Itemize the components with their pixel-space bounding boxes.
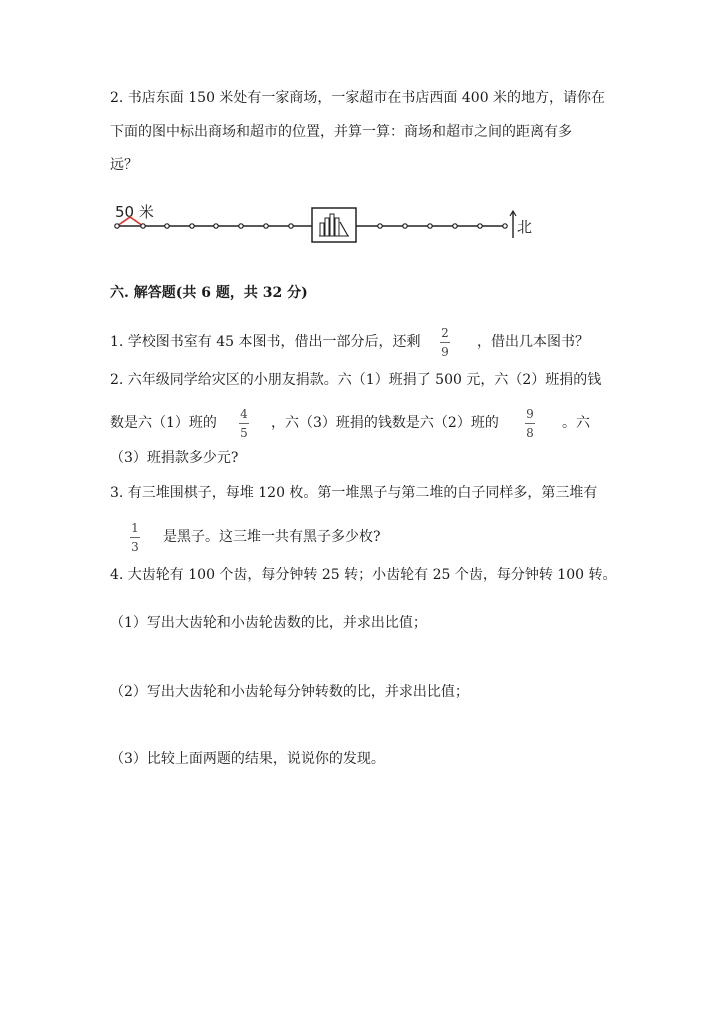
tick-point — [378, 224, 382, 228]
tick-point — [428, 224, 432, 228]
scale-label: 50 米 — [115, 203, 154, 221]
q2-text-a: 数是六（1）班的 — [110, 415, 217, 431]
north-label: 北 — [517, 218, 533, 236]
q4-sub2: （2）写出大齿轮和小齿轮每分钟转数的比，并求出比值； — [110, 684, 469, 700]
bookstore-building-icon — [312, 208, 356, 242]
q2-frac1-numerator: 4 — [240, 407, 248, 421]
q1-frac-numerator: 2 — [441, 326, 449, 340]
q2-line3: （3）班捐款多少元? — [110, 450, 239, 466]
fraction-bar — [440, 342, 450, 343]
q4-sub1: （1）写出大齿轮和小齿轮齿数的比，并求出比值； — [110, 615, 427, 631]
q3-frac-denominator: 3 — [131, 540, 139, 554]
q1-text-b: ，借出几本图书？ — [477, 334, 589, 350]
q3-text-b: 是黑子。这三堆一共有黑子多少枚? — [163, 529, 381, 545]
q3-fraction — [130, 521, 140, 554]
q4-sub3: （3）比较上面两题的结果，说说你的发现。 — [110, 751, 385, 767]
tick-point — [165, 224, 169, 228]
problem2-line1: 2. 书店东面 150 米处有一家商场，一家超市在书店西面 400 米的地方，请你在 — [110, 90, 606, 106]
tick-point — [141, 224, 145, 228]
problem2-line2: 下面的图中标出商场和超市的位置，并算一算：商场和超市之间的距离有多 — [110, 124, 572, 140]
q2-text-c: 。六 — [562, 415, 590, 431]
q2-line1: 2. 六年级同学给灾区的小朋友捐款。六（1）班捐了 500 元，六（2）班捐的钱 — [110, 372, 602, 388]
tick-point — [453, 224, 457, 228]
tick-point — [264, 224, 268, 228]
q2-frac2-numerator: 9 — [526, 407, 534, 421]
q1-fraction — [440, 326, 450, 359]
problem2-line3: 远？ — [110, 157, 138, 173]
q4-line1: 4. 大齿轮有 100 个齿，每分钟转 25 转；小齿轮有 25 个齿，每分钟转 100 转。 — [110, 567, 617, 583]
q2-frac1-denominator: 5 — [240, 426, 248, 440]
tick-point — [239, 224, 243, 228]
tick-point — [289, 224, 293, 228]
q3-line1: 3. 有三堆围棋子，每堆 120 枚。第一堆黑子与第二堆的白子同样多，第三堆有 — [110, 485, 598, 501]
q1-text-a: 1. 学校图书室有 45 本图书，借出一部分后，还剩 — [110, 334, 421, 350]
q1-frac-denominator: 9 — [441, 345, 449, 359]
fraction-bar — [525, 423, 535, 424]
q2-fraction1 — [239, 407, 249, 440]
q2-frac2-denominator: 8 — [526, 426, 534, 440]
number-line-diagram — [108, 198, 548, 246]
section-title: 六. 解答题(共 6 题，共 32 分) — [110, 285, 308, 301]
tick-point — [214, 224, 218, 228]
q3-frac-numerator: 1 — [131, 521, 139, 535]
north-arrow-icon — [510, 211, 516, 238]
tick-point — [478, 224, 482, 228]
fraction-bar — [130, 537, 140, 538]
tick-point — [190, 224, 194, 228]
fraction-bar — [239, 423, 249, 424]
q2-fraction2 — [525, 407, 535, 440]
tick-point — [115, 224, 119, 228]
q2-text-b: ，六（3）班捐的钱数是六（2）班的 — [271, 415, 499, 431]
tick-point — [503, 224, 507, 228]
tick-point — [403, 224, 407, 228]
